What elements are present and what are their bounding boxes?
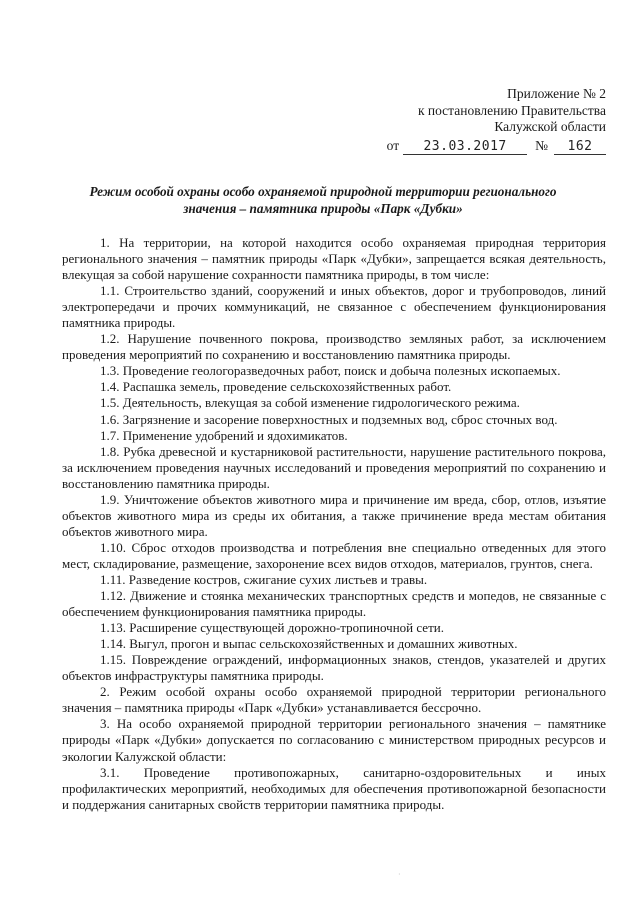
appendix-resolution-line: к постановлению Правительства [417, 102, 606, 118]
decree-number: 162 [554, 140, 606, 155]
paragraph: 1.12. Движение и стоянка механических транспортных средств и мопедов, не связанные с обеспечением функционирования памятника природы. [62, 588, 606, 620]
paragraph: 1.7. Применение удобрений и ядохимикатов. [100, 427, 348, 443]
paragraph: 1.8. Рубка древесной и кустарниковой растительности, нарушение растительного покрова, за исключением проведения научных исследований и проведения мероприятий по сохранению и восстановлению памятника природы. [62, 443, 606, 491]
paragraph: 1.3. Проведение геологоразведочных работ, поиск и добыча полезных ископаемых. [100, 363, 561, 379]
document-body [62, 235, 606, 813]
scan-dot: · [398, 870, 401, 879]
paragraph: 1.11. Разведение костров, сжигание сухих листьев и травы. [100, 571, 428, 587]
paragraph: 1.4. Распашка земель, проведение сельскохозяйственных работ. [100, 379, 452, 395]
title-line-1: Режим особой охраны особо охраняемой природной территории регионального [89, 184, 557, 199]
paragraph: 1.14. Выгул, прогон и выпас сельскохозяйственных и домашних животных. [100, 636, 518, 652]
document-title [80, 183, 566, 217]
paragraph: 2. Режим особой охраны особо охраняемой природной территории регионального значения – памятника природы «Парк «Дубки» устанавливается бессрочно. [62, 684, 606, 716]
paragraph: 1.13. Расширение существующей дорожно-тропиночной сети. [100, 620, 444, 636]
decree-date-number [366, 138, 606, 155]
number-label: № [535, 137, 548, 153]
paragraph: 1.1. Строительство зданий, сооружений и иных объектов, дорог и трубопроводов, линий электропередачи и прочих коммуникаций, не связанное с обеспечением функционирования памятника природы. [62, 283, 606, 331]
paragraph: 3. На особо охраняемой природной территории регионального значения – памятнике природы «Парк «Дубки» допускается по согласованию с министерством природных ресурсов и экологии Калужской области: [62, 716, 606, 764]
appendix-number: Приложение № 2 [507, 86, 606, 101]
paragraph: 1.6. Загрязнение и засорение поверхностных и подземных вод, сброс сточных вод. [100, 411, 558, 427]
appendix-header [366, 86, 606, 155]
paragraph: 1.5. Деятельность, влекущая за собой изменение гидрологического режима. [100, 395, 520, 411]
decree-date: 23.03.2017 [403, 140, 527, 155]
paragraph: 1.9. Уничтожение объектов животного мира и причинение им вреда, сбор, отлов, изъятие объектов животного мира из среды их обитания, а также причинение вреда местам обитания объектов животного мира. [62, 491, 606, 539]
paragraph: 1.2. Нарушение почвенного покрова, производство земляных работ, за исключением проведения мероприятий по сохранению и восстановлению памятника природы. [62, 331, 606, 363]
paragraph: 1.15. Повреждение ограждений, информационных знаков, стендов, указателей и других объектов инфраструктуры памятника природы. [62, 652, 606, 684]
title-line-2: значения – памятника природы «Парк «Дубки» [183, 201, 463, 216]
paragraph: 1. На территории, на которой находится особо охраняемая природная территория регионального значения – памятник природы «Парк «Дубки», запрещается всякая деятельность, влекущая за собой нарушение сохранности памятника природы, в том числе: [62, 235, 606, 283]
appendix-region-line: Калужской области [494, 119, 606, 134]
from-label: от [386, 137, 400, 153]
paragraph: 1.10. Сброс отходов производства и потребления вне специально отведенных для этого мест, складирование, размещение, захоронение всех видов отходов, материалов, грунтов, снега. [62, 539, 606, 571]
paragraph: 3.1. Проведение противопожарных, санитарно-оздоровительных и иных профилактических мероприятий, необходимых для обеспечения противопожарной безопасности и поддержания санитарных свойств территории памятника природы. [62, 764, 606, 812]
